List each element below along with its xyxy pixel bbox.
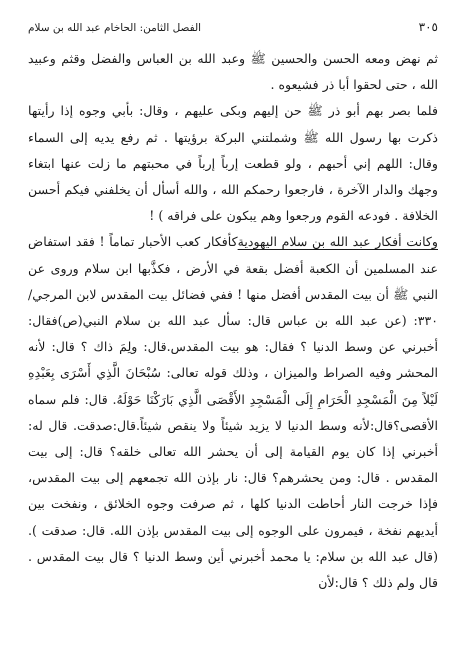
underlined-intro: وكانت أفكار عبد الله بن سلام اليهودية	[237, 234, 438, 250]
running-title: الفصل الثامن: الحاخام عبد الله بن سلام	[28, 22, 202, 34]
paragraph-1: ثم نهض ومعه الحسن والحسين ﷺ وعبد الله بن العباس والفضل وقثم وعبيد الله ، حتى لحقوا أبا ذر فشيعوه .	[28, 51, 438, 93]
paragraph-3-text: كأفكار كعب الأحبار تماماً ! فقد استفاض عند المسلمين أن الكعبة أفضل بقعة في الأرض ، فكذَّبها ابن سلام وروى عن النبي ﷺ أن بيت المقدس أفضل منها ! ففي فضائل بيت المقدس لابن المرجي/٣٣٠: (عن عبد الله بن عباس قال: سأل عبد الله بن سلام النبي(ص)فقال: أخبرني عن وسط الدنيا ؟ فقال: هو بيت المقدس.قال: ولِمَ ذاك ؟ قال: لأنه المحشر وفيه الصراط والميزان ، وذلك قوله تعالى: سُبْحَانَ الَّذِي أَسْرَى بِعَبْدِهِ لَيْلاً مِنَ الْمَسْجِدِ الْحَرَامِ إِلَى الْمَسْجِدِ الأَقْصَى الَّذِي بَارَكْنَا حَوْلَهُ. قال: فلم سماه الأقصى؟قال:لأنه وسط الدنيا لا يزيد شيئاً ولا ينقص شيئاً.قال:صدقت. قال له: أخبرني إذا كان يوم القيامة إلى أن يحشر الله تعالى خلقه؟ قال: إلى بيت المقدس . قال: ومن يحشرهم؟ قال: نار بإذن الله تجمعهم إلى بيت المقدس، فإذا خرجت النار أحاطت الدنيا كلها ، ثم صرفت وجوه الخلائق ، ونفخت بين أيديهم نفخة ، فيمرون على الوجوه إلى بيت المقدس بإذن الله. قال: صدقت ). (قال عبد الله بن سلام: يا محمد أخبرني أين وسط الدنيا ؟ قال بيت المقدس . قال ولم ذلك ؟ قال:لأن	[28, 234, 438, 591]
running-header	[28, 20, 438, 40]
paragraph-3	[28, 229, 438, 596]
paragraph-2: فلما بصر بهم أبو ذر ﷺ حن إليهم وبكى عليهم ، وقال: بأبي وجوه إذا رأيتها ذكرت بها رسول الله ﷺ وشملتني البركة برؤيتها . ثم رفع يديه إلى السماء وقال: اللهم إني أحبهم ، ولو قطعت إرباً إرباً في محبتهم ما زلت عنها ابتغاء وجهك والدار الآخرة ، فارجعوا رحمكم الله ، والله أسأل أن يخلفني فيكم أحسن الخلافة . فودعه القوم ورجعوا وهم يبكون على فراقه ) !	[28, 103, 438, 224]
page-number: ٣٠٥	[418, 20, 438, 34]
book-page	[28, 20, 438, 650]
body-text	[28, 46, 438, 596]
